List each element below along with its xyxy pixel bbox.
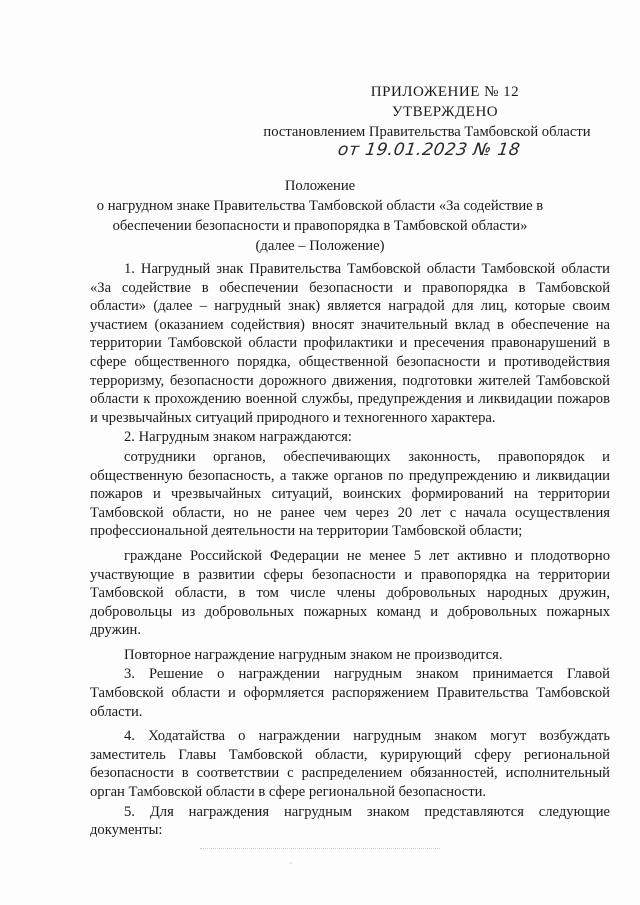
- scan-artifact-dot: [290, 862, 292, 864]
- paragraph-2-item-2: граждане Российской Федерации не менее 5 лет активно и плодотворно участвующие в развитии сферы безопасности и правопорядка на территории Тамбовской области, в том числе члены добровольных народных дружин, добровольцы из добровольных пожарных команд и добровольных пожарных дружин.: [90, 547, 610, 639]
- paragraph-4: 4. Ходатайства о награждении нагрудным знаком могут возбуждать заместитель Главы Тамбовской области, курирующий сферу региональной безопасности в соответствии с распределением обязанностей, исполнительный орган Тамбовской области в сфере региональной безопасности.: [90, 728, 610, 801]
- document-body: [90, 260, 610, 840]
- paragraph-2: 2. Нагрудным знаком награждаются:: [124, 429, 352, 446]
- document-title: [70, 176, 570, 256]
- title-line-4: (далее – Положение): [255, 238, 385, 254]
- paragraph-1: 1. Нагрудный знак Правительства Тамбовской области Тамбовской области «За содействие в обеспечении безопасности и правопорядка в Тамбовской области» (далее – нагрудный знак) является наградой для лиц, которые своим участием (оказанием содействия) вносят значительный вклад в обеспечение на территории Тамбовской области профилактики и пресечения правонарушений в сфере общественного порядка, общественной безопасности и противодействия терроризму, безопасности дорожного движения, подготовки жителей Тамбовской области к прохождению военной службы, предупреждения и ликвидации пожаров и чрезвычайных ситуаций природного и техногенного характера.: [90, 261, 610, 426]
- title-line-1: Положение: [284, 178, 356, 194]
- paragraph-3: 3. Решение о награждении нагрудным знаком принимается Главой Тамбовской области и оформляется распоряжением Правительства Тамбовской области.: [90, 666, 610, 720]
- paragraph-repeat-award: Повторное награждение нагрудным знаком не производится.: [124, 646, 503, 663]
- appendix-number: ПРИЛОЖЕНИЕ № 12: [370, 84, 520, 100]
- resolution-reference: постановлением Правительства Тамбовской области: [263, 124, 591, 140]
- scan-artifact-line: [200, 848, 440, 850]
- handwritten-date-number: от 19.01.2023 № 18: [336, 140, 522, 160]
- paragraph-2-item-1: сотрудники органов, обеспечивающих законность, правопорядок и общественную безопасность, а также органов по предупреждению и ликвидации пожаров и чрезвычайных ситуаций, воинских формирований на территории Тамбовской области, но не ранее чем через 20 лет с начала осуществления профессиональной деятельности на территории Тамбовской области;: [90, 448, 610, 540]
- approved-label: УТВЕРЖДЕНО: [391, 104, 499, 120]
- paragraph-5: 5. Для награждения нагрудным знаком представляются следующие документы:: [90, 803, 610, 839]
- title-line-3: обеспечении безопасности и правопорядка в Тамбовской области»: [112, 218, 528, 234]
- title-line-2: о нагрудном знаке Правительства Тамбовской области «За содействие в: [96, 198, 544, 214]
